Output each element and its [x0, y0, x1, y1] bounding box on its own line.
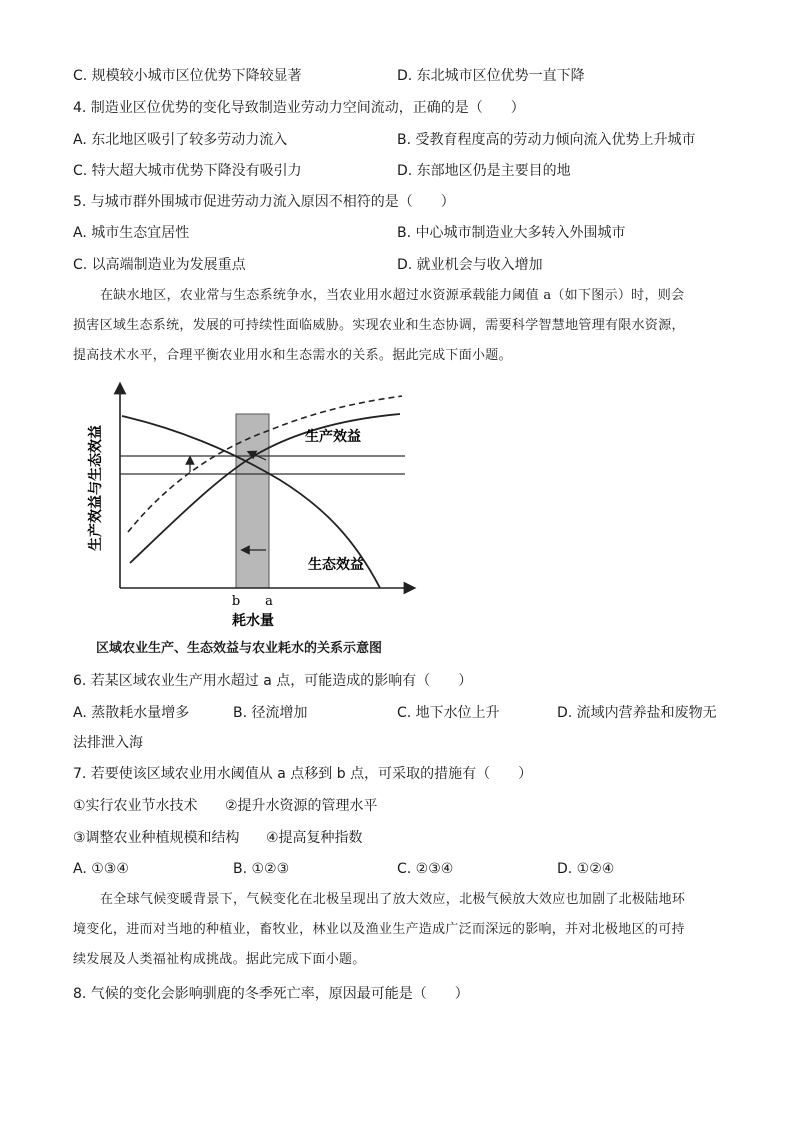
q5-option-c: C. 以高端制造业为发展重点 — [73, 257, 246, 273]
q7-item-3: ③调整农业种植规模和结构 — [73, 830, 240, 846]
figure-caption: 区域农业生产、生态效益与农业耗水的关系示意图 — [96, 641, 383, 656]
q6-option-d-continued: 法排泄入海 — [73, 735, 143, 751]
q5-option-b: B. 中心城市制造业大多转入外围城市 — [397, 225, 626, 241]
q7-item-4: ④提高复种指数 — [266, 830, 363, 846]
x-axis-label: 耗水量 — [232, 613, 274, 629]
q6-option-b: B. 径流增加 — [233, 705, 308, 721]
passage2-line2: 境变化，进而对当地的种植业，畜牧业，林业以及渔业生产造成广泛而深远的影响，并对北极地区的可持 — [73, 922, 685, 937]
q7-option-d: D. ①②④ — [557, 861, 615, 877]
q5-option-a: A. 城市生态宜居性 — [73, 225, 190, 241]
q6-option-a: A. 蒸散耗水量增多 — [73, 705, 190, 721]
q5-option-d: D. 就业机会与收入增加 — [397, 257, 543, 273]
q7-option-c: C. ②③④ — [397, 861, 454, 877]
q4-option-c: C. 特大超大城市优势下降没有吸引力 — [73, 163, 302, 179]
ecology-label: 生态效益 — [308, 557, 364, 573]
q3-option-d: D. 东北城市区位优势一直下降 — [397, 68, 585, 84]
passage2-line1: 在全球气候变暖背景下，气候变化在北极呈现出了放大效应，北极气候放大效应也加剧了北极陆地环 — [100, 892, 686, 907]
passage2-line3: 续发展及人类福祉构成挑战。据此完成下面小题。 — [73, 952, 366, 967]
q7-option-a: A. ①③④ — [73, 861, 129, 877]
q4-option-b: B. 受教育程度高的劳动力倾向流入优势上升城市 — [397, 132, 696, 148]
q6-option-c: C. 地下水位上升 — [397, 705, 500, 721]
passage1-line3: 提高技术水平，合理平衡农业用水和生态需水的关系。据此完成下面小题。 — [73, 348, 512, 363]
q4-option-a: A. 东北地区吸引了较多劳动力流入 — [73, 132, 288, 148]
q4-option-d: D. 东部地区仍是主要目的地 — [397, 163, 571, 179]
q7-item-2: ②提升水资源的管理水平 — [225, 798, 378, 814]
q5-stem: 5. 与城市群外围城市促进劳动力流入原因不相符的是（ ） — [73, 194, 455, 210]
q8-stem: 8. 气候的变化会影响驯鹿的冬季死亡率，原因最可能是（ ） — [73, 986, 469, 1002]
production-label: 生产效益 — [305, 429, 361, 445]
q6-stem: 6. 若某区域农业生产用水超过 a 点，可能造成的影响有（ ） — [73, 673, 473, 689]
q4-stem: 4. 制造业区位优势的变化导致制造业劳动力空间流动，正确的是（ ） — [73, 100, 525, 116]
tick-b-label: b — [231, 594, 241, 609]
water-benefit-figure — [0, 375, 794, 675]
tick-a-label: a — [265, 594, 273, 609]
y-axis-label: 生产效益与生态效益 — [88, 425, 104, 551]
q7-option-b: B. ①②③ — [233, 861, 290, 877]
q7-item-1: ①实行农业节水技术 — [73, 798, 198, 814]
threshold-band — [236, 414, 269, 588]
q7-stem: 7. 若要使该区域农业用水阈值从 a 点移到 b 点，可采取的措施有（ ） — [73, 766, 533, 782]
q6-option-d: D. 流域内营养盐和废物无 — [557, 705, 717, 721]
passage1-line1: 在缺水地区，农业常与生态系统争水，当农业用水超过水资源承载能力阈值 a（如下图示）时，则会 — [100, 288, 685, 303]
passage1-line2: 损害区域生态系统，发展的可持续性面临威胁。实现农业和生态协调，需要科学智慧地管理有限水资源， — [73, 318, 685, 333]
q3-option-c: C. 规模较小城市区位优势下降较显著 — [73, 68, 302, 84]
